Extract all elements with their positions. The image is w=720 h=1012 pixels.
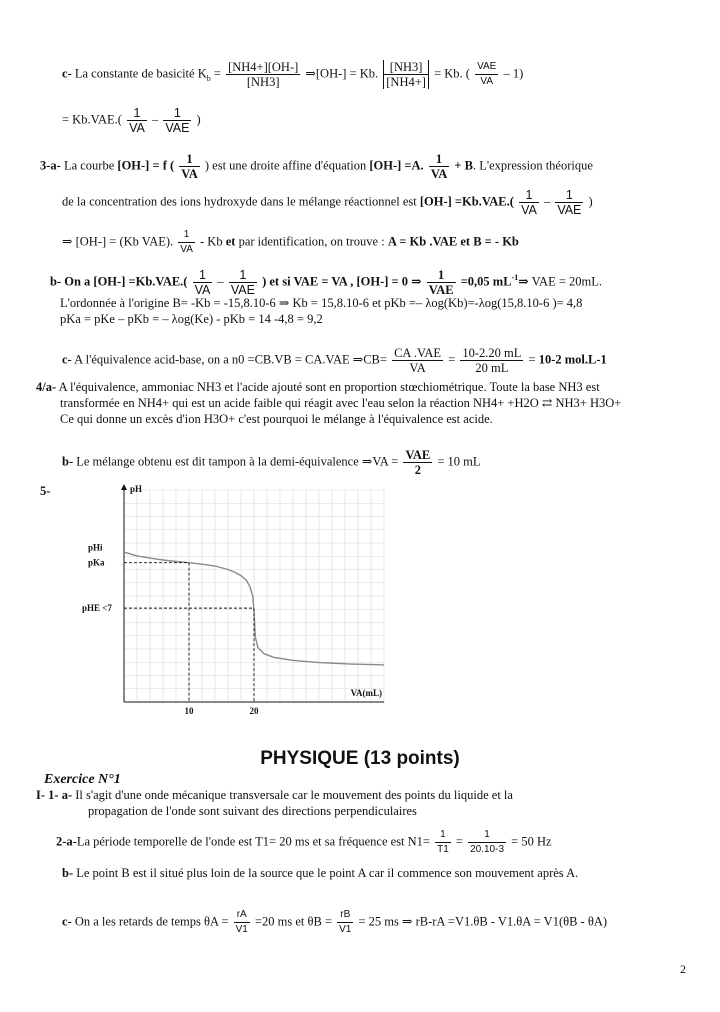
x-tick-10: 10: [184, 706, 194, 716]
line3b: - Kb: [200, 234, 223, 249]
t1: Le mélange obtenu est dit tampon à la demi-équivalence ⇒VA =: [76, 454, 399, 469]
t2: = 10 mL: [437, 454, 481, 469]
start: = Kb.VAE.(: [62, 112, 122, 127]
frac-1-vae: [163, 106, 191, 135]
text: Le point B est il situé plus loin de la source que le point A car il commence son mouvement après A.: [76, 866, 579, 880]
t5: + B: [454, 158, 473, 173]
res: = 50 Hz: [511, 834, 552, 849]
kb-num: [NH4+][OH-]: [228, 60, 299, 74]
label: c-: [62, 914, 72, 929]
t1: La période temporelle de l'onde est T1= 20 ms et sa fréquence est N1=: [76, 834, 430, 849]
t3: = 25 ms ⇒ rB-rA =V1.θB - V1.θA = V1(θB - θA): [358, 914, 608, 929]
y-label-phi: pHi: [88, 542, 103, 553]
t2: =20 ms et θB =: [254, 914, 333, 929]
x-tick-20: 20: [249, 706, 259, 716]
minus: –: [217, 274, 224, 289]
f-num: VAE: [405, 448, 431, 462]
imp: ⇒[OH-] = Kb.: [305, 66, 379, 81]
nh-den: [NH4+]: [383, 75, 429, 89]
label: b-: [62, 454, 74, 469]
i2b-line: [62, 866, 578, 881]
line3a: ⇒ [OH-] = (Kb VAE).: [62, 234, 174, 249]
eq: =: [213, 66, 221, 81]
line3e: A = Kb .VAE et B = - Kb: [387, 234, 519, 249]
f2-den: VAE: [165, 121, 190, 135]
frac-rb-v1: [337, 908, 353, 937]
q3b-line3: pKa = pKe – pKb = – λog(Ke) - pKb = 14 -4,8 = 9,2: [60, 312, 323, 326]
vae-va-fraction: [475, 60, 498, 89]
line2: de la concentration des ions hydroxyde dans le mélange réactionnel est: [62, 194, 417, 209]
x-axis-label: VA(mL): [350, 688, 382, 698]
l1: Il s'agit d'une onde mécanique transversale car le mouvement des points du liquide et la: [75, 788, 513, 802]
q3a-line2: [62, 188, 593, 217]
f1-den: T1: [437, 844, 449, 855]
i2a-line: [56, 828, 552, 857]
f-den: VA: [181, 167, 198, 181]
section-title: PHYSIQUE (13 points): [260, 748, 460, 769]
eq2: = Kb. (: [434, 66, 470, 81]
label: b-: [62, 866, 74, 880]
frac-a: [519, 188, 539, 217]
q4a-line1: [36, 380, 600, 395]
frac-vae-2: [403, 448, 432, 477]
y-label-pka: pKa: [88, 557, 105, 568]
fs-num: 1: [178, 228, 195, 243]
f-num: 1: [179, 152, 199, 167]
exercice-title: Exercice N°1: [44, 772, 121, 787]
intro: La constante de basicité: [74, 66, 195, 81]
y-label-phe: pHE <7: [82, 603, 112, 614]
f2-num: 1: [229, 268, 257, 283]
q4a-line3: Ce qui donne un excès d'ion H3O+ c'est pourquoi le mélange à l'équivalence est acide.: [60, 412, 493, 426]
t4: [OH-] =A.: [369, 158, 424, 173]
label: 2-a-: [56, 834, 77, 849]
label: c-: [62, 352, 72, 367]
fb-num: 1: [555, 188, 583, 203]
line3c: et: [225, 234, 236, 249]
label: b-: [50, 274, 62, 289]
t3: =0,05 mL: [460, 274, 512, 289]
y-axis-label: pH: [130, 484, 143, 494]
end: ): [588, 194, 593, 209]
vae-num: VAE: [475, 60, 498, 75]
frac-ca-vae: [392, 346, 443, 375]
q3a-line1: [40, 152, 593, 181]
f2-num: rB: [337, 908, 353, 923]
q4a-line2: transformée en NH4+ qui est un acide faible qui réagit avec l'eau selon la réaction NH4+ +H2O ⇄ NH3+ H3O+: [60, 396, 622, 410]
end: ): [196, 112, 201, 127]
label: 3-a-: [40, 158, 61, 173]
f1-den: VA: [409, 361, 426, 375]
line3d: par identification, on trouve :: [238, 234, 385, 249]
f2-num: 1: [468, 828, 506, 843]
label: c-: [62, 66, 72, 81]
q3c-line: [62, 346, 607, 375]
frac-1-20: [468, 828, 506, 857]
q4b-line: [62, 448, 481, 477]
eq: =: [455, 834, 463, 849]
f1-den: V1: [235, 924, 248, 935]
t1: On a les retards de temps θA =: [74, 914, 229, 929]
chart-labels: [82, 484, 382, 716]
q3b-line2: L'ordonnée à l'origine B= -Kb = -15,8.10-6 ⇒ Kb = 15,8.10-6 et pKb =– λog(Kb)=-λog(15,8.10-6 )= 4,8: [60, 296, 583, 310]
i1a-line2: propagation de l'onde sont suivant des directions perpendiculaires: [88, 804, 417, 818]
kb: K: [197, 66, 207, 81]
t2: [OH-] = f (: [117, 158, 175, 173]
f2-den: V1: [339, 924, 352, 935]
label: I- 1- a-: [36, 788, 73, 802]
nh-num: [NH3]: [383, 60, 429, 75]
line2b: [OH-] =Kb.VAE.(: [419, 194, 514, 209]
eq: =: [448, 352, 456, 367]
frac-ra-v1: [234, 908, 250, 937]
t1: On a [OH-] =Kb.VAE.(: [64, 274, 188, 289]
f-den: 2: [414, 463, 421, 477]
f2-den: 20 mL: [475, 361, 509, 375]
t1: A l'équivalence acid-base, on a n0 =CB.VB = CA.VAE ⇒CB=: [74, 352, 387, 367]
frac-b: [555, 188, 583, 217]
l1: A l'équivalence, ammoniac NH3 et l'acide ajouté sont en proportion stœchiométrique. Toute la base NH3 est: [58, 380, 600, 394]
titration-chart: [64, 480, 404, 730]
kb-fraction: [226, 60, 300, 89]
t5: VAE = 20mL.: [531, 274, 602, 289]
f1-den: VA: [129, 121, 145, 135]
fs-den: VA: [180, 244, 193, 255]
f2-den: 20.10-3: [470, 844, 505, 855]
fa-num: 1: [519, 188, 539, 203]
frac-small: [178, 228, 195, 257]
t6: . L'expression théorique: [472, 158, 593, 173]
f1-num: 1: [193, 268, 213, 283]
f1-den: VA: [194, 283, 211, 297]
t2: ) et si VAE = VA , [OH-] = 0 ⇒: [262, 274, 422, 289]
c-line2: [62, 106, 201, 135]
frac-1-vae-big: [427, 268, 456, 297]
f2-num: 1: [163, 106, 191, 121]
t3: ) est une droite affine d'équation: [204, 158, 367, 173]
frac-1-va: [193, 268, 213, 297]
tail: – 1): [503, 66, 524, 81]
f-den-b: VA: [430, 167, 448, 181]
frac-1-vae: [229, 268, 257, 297]
t3sup: -1: [511, 273, 519, 283]
fa-den: VA: [521, 203, 537, 217]
result: 10-2 mol.L-1: [538, 352, 607, 367]
frac-num: [460, 346, 523, 375]
minus: –: [151, 112, 159, 127]
minus: –: [543, 194, 551, 209]
f1-num: 1: [435, 828, 451, 843]
f3-num: 1: [427, 268, 456, 283]
i1a-line1: [36, 788, 513, 803]
f3-den: VAE: [428, 283, 454, 297]
f-num-b: 1: [429, 152, 449, 167]
page-number: 2: [680, 962, 686, 976]
f1-num: CA .VAE: [394, 346, 442, 360]
kb-den: [NH3]: [246, 75, 280, 89]
frac-1-va: [179, 152, 199, 181]
c-basicite-line: [62, 60, 523, 89]
kb-sub: b: [206, 73, 211, 83]
i2c-line: [62, 908, 607, 937]
q3a-line3: [62, 228, 519, 257]
f1-num: rA: [234, 908, 250, 923]
eq2: =: [528, 352, 536, 367]
frac-1-t1: [435, 828, 451, 857]
frac-1-va: [127, 106, 147, 135]
t1: La courbe: [63, 158, 115, 173]
fb-den: VAE: [557, 203, 582, 217]
f2-num: 10-2.20 mL: [462, 346, 522, 360]
nh-fraction: [383, 60, 429, 89]
f1-num: 1: [127, 106, 147, 121]
q3b-line1: [50, 268, 602, 297]
va-den: VA: [480, 76, 494, 87]
t4: ⇒: [518, 274, 529, 289]
y-axis-arrow: [121, 484, 127, 490]
f2-den: VAE: [230, 283, 255, 297]
q5-label: 5-: [40, 484, 51, 498]
label: 4/a-: [36, 380, 57, 394]
frac-1-va-b: [429, 152, 449, 181]
